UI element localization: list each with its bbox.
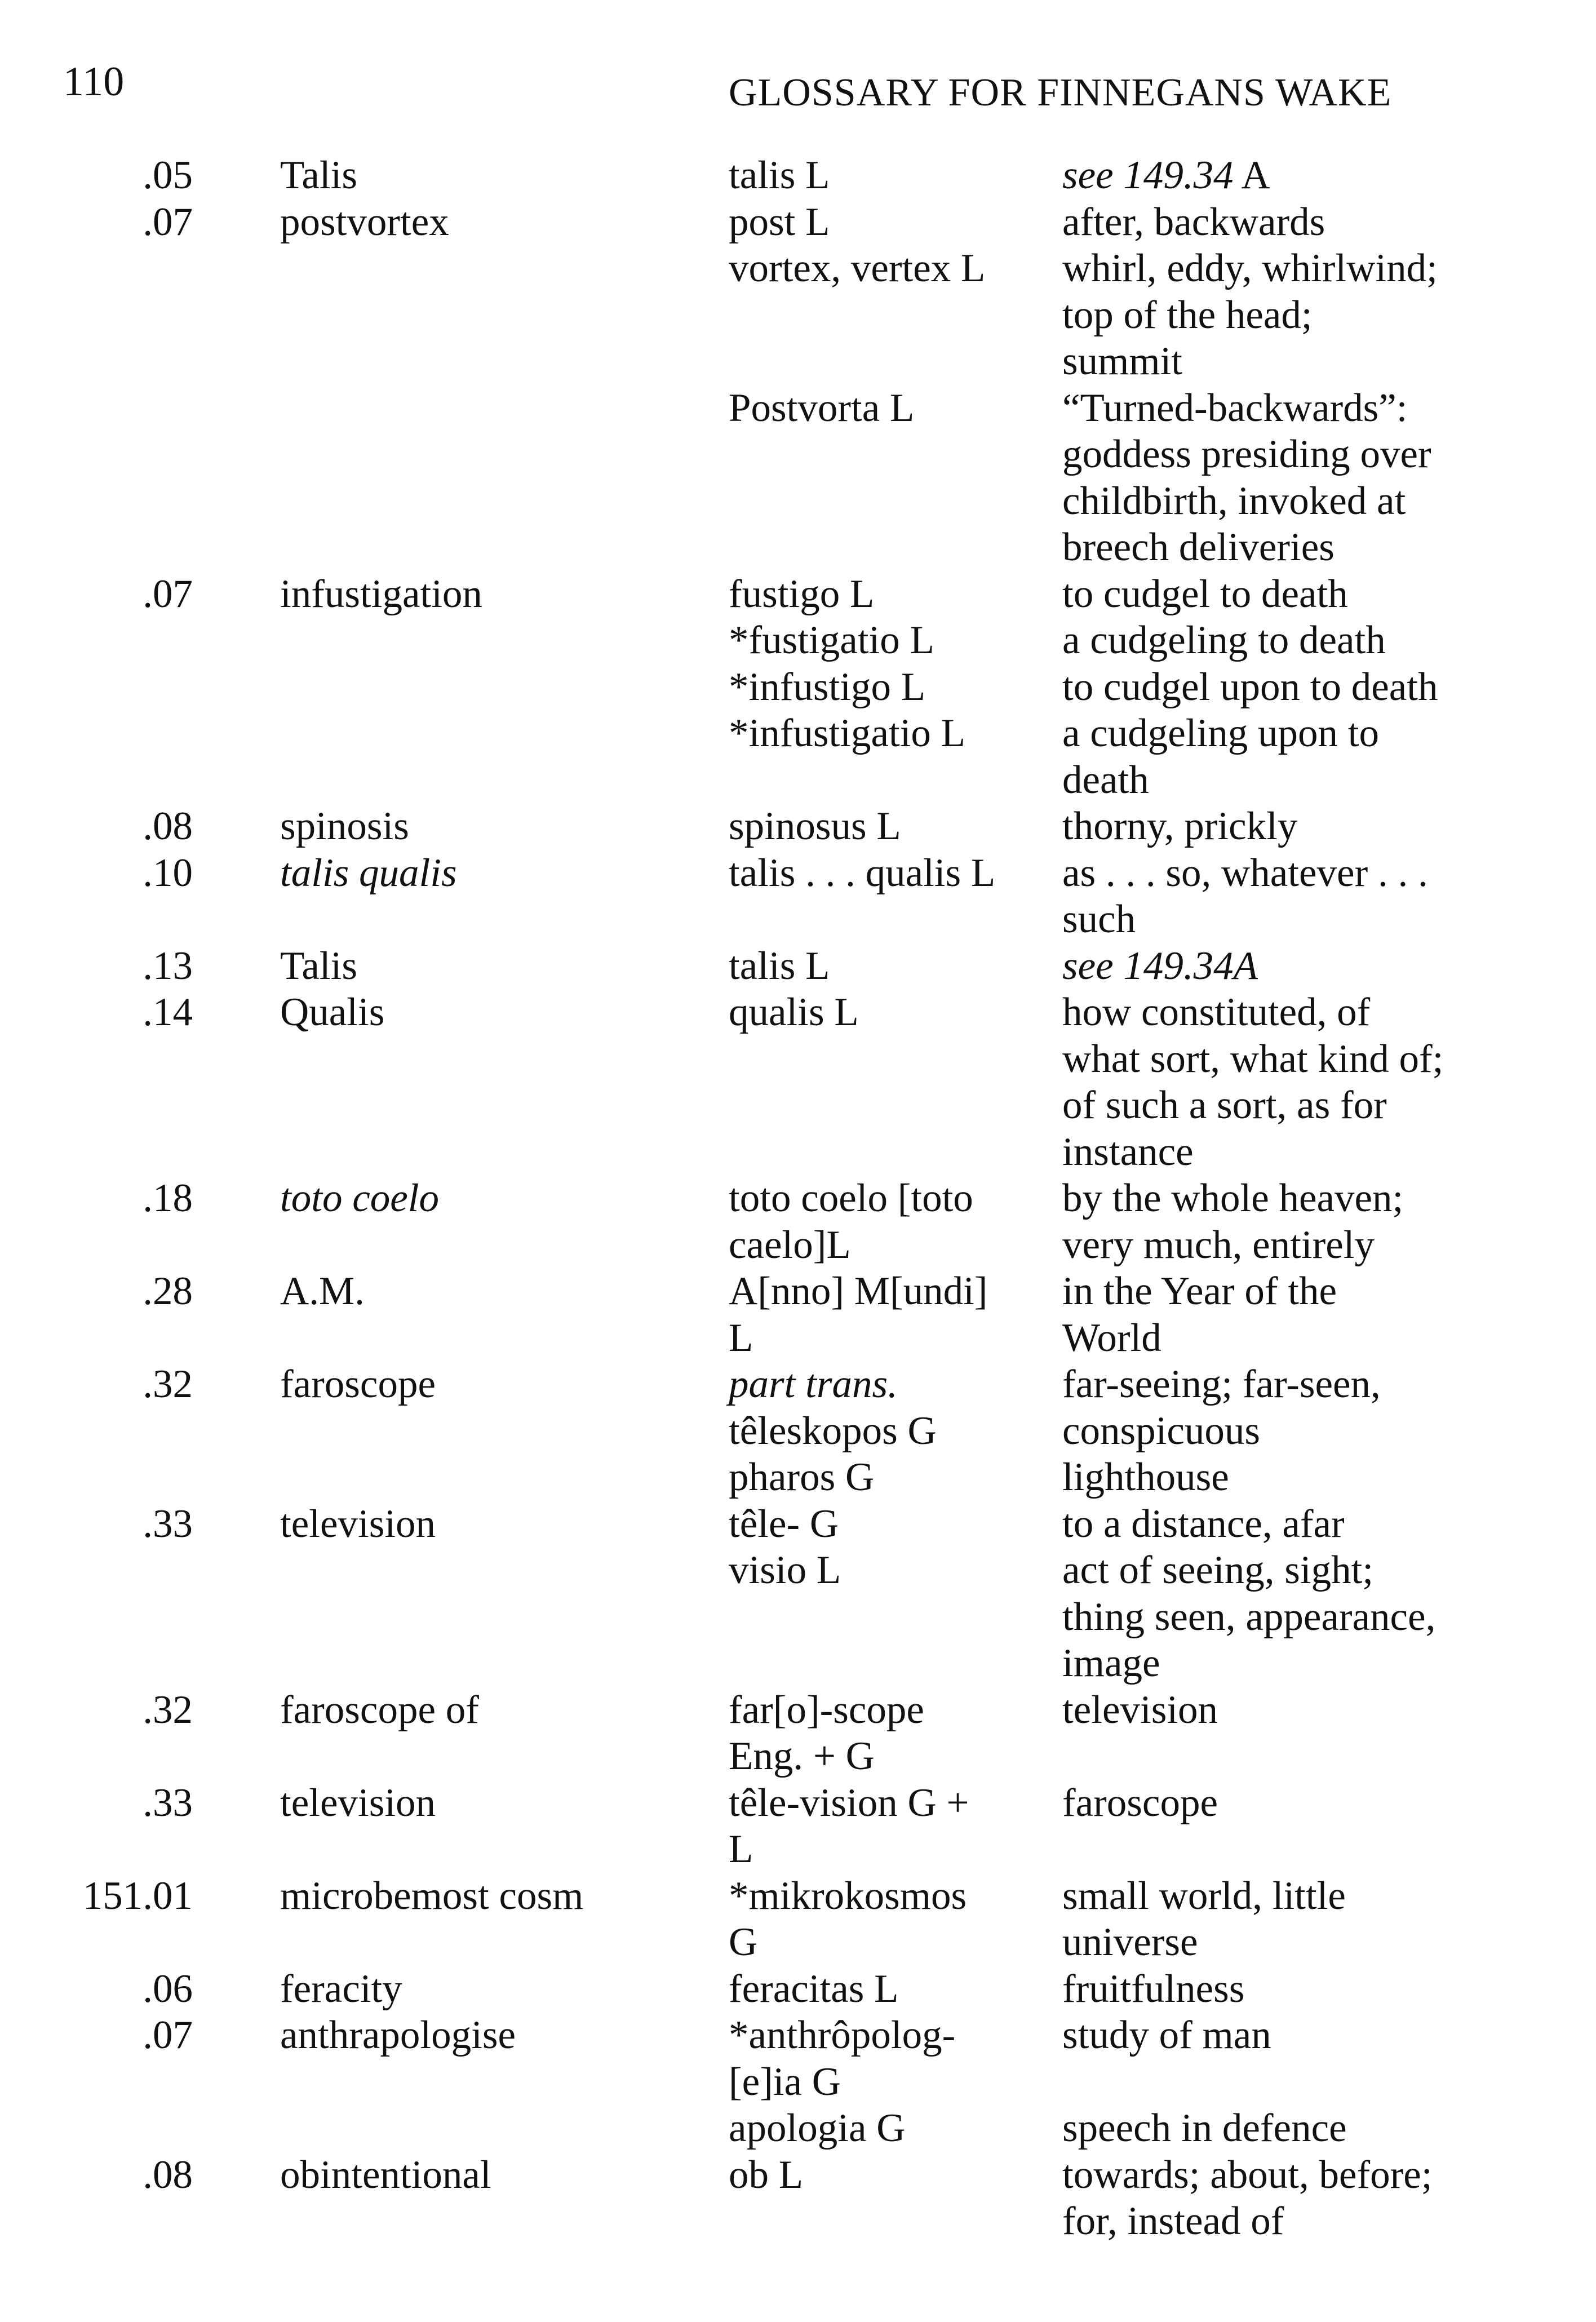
- entry-source: talis L: [729, 153, 830, 197]
- entry-gloss: [1062, 338, 1182, 385]
- entry-gloss: [1062, 1129, 1194, 1176]
- gloss-segment: instance: [1062, 1129, 1194, 1174]
- entry-source: far[o]-scope: [729, 1687, 924, 1732]
- gloss-segment: conspicuous: [1062, 1408, 1261, 1453]
- entry-word: faroscope of: [280, 1687, 479, 1732]
- entry-word: feracity: [280, 1966, 402, 2011]
- glossary-entry: [0, 803, 1596, 850]
- entry-line: [0, 199, 1596, 246]
- entry-line: [0, 803, 1596, 850]
- entry-word: infustigation: [280, 571, 482, 616]
- entry-line: [0, 1315, 1596, 1362]
- entry-gloss: [1062, 431, 1431, 478]
- page-number: 110: [63, 59, 125, 105]
- entry-reference: .07: [143, 200, 193, 244]
- entry-source: talis . . . qualis L: [729, 850, 996, 895]
- entry-gloss: [1062, 1966, 1244, 2013]
- entry-line: [0, 1966, 1596, 2013]
- entry-source: [e]ia G: [729, 2059, 841, 2104]
- entry-line: [0, 1408, 1596, 1455]
- glossary-entry: [0, 152, 1596, 199]
- entry-reference: .08: [143, 804, 193, 848]
- entry-line: [0, 245, 1596, 292]
- entry-source: qualis L: [729, 990, 859, 1034]
- entry-source: talis L: [729, 943, 830, 988]
- gloss-segment: such: [1062, 897, 1136, 941]
- entry-source: apologia G: [729, 2106, 906, 2150]
- gloss-segment: a cudgeling upon to: [1062, 711, 1379, 755]
- entry-source: têle-vision G +: [729, 1780, 969, 1825]
- gloss-segment: a cudgeling to death: [1062, 618, 1386, 662]
- entry-reference: .07: [143, 2013, 193, 2057]
- entry-gloss: [1062, 1361, 1381, 1408]
- entry-gloss: [1062, 1640, 1160, 1687]
- entry-gloss: [1062, 1873, 1346, 1920]
- entry-source: têle- G: [729, 1501, 839, 1546]
- entry-gloss: [1062, 2012, 1271, 2059]
- gloss-segment: to cudgel to death: [1062, 571, 1348, 616]
- entry-gloss: [1062, 1454, 1229, 1501]
- entry-gloss: [1062, 710, 1379, 757]
- gloss-segment: small world, little: [1062, 1873, 1346, 1918]
- entry-reference: .33: [143, 1780, 193, 1825]
- entry-source: feracitas L: [729, 1966, 899, 2011]
- entry-gloss: [1062, 1501, 1345, 1548]
- entry-line: [0, 1501, 1596, 1548]
- entry-gloss: [1062, 1268, 1337, 1315]
- entry-source: *mikrokosmos: [729, 1873, 967, 1918]
- entry-word: spinosis: [280, 804, 409, 848]
- entry-gloss: [1062, 571, 1348, 618]
- entry-gloss: [1062, 617, 1386, 664]
- entry-line: [0, 943, 1596, 990]
- entry-line: [0, 385, 1596, 432]
- entry-line: [0, 1361, 1596, 1408]
- gloss-segment: to a distance, afar: [1062, 1501, 1345, 1546]
- entry-word: microbemost cosm: [280, 1873, 584, 1918]
- entry-reference: .18: [143, 1176, 193, 1220]
- entry-line: [0, 1640, 1596, 1687]
- gloss-segment: thing seen, appearance,: [1062, 1594, 1436, 1639]
- entry-source: A[nno] M[undi]: [729, 1269, 988, 1313]
- entry-source: ob L: [729, 2152, 804, 2197]
- entry-gloss: [1062, 757, 1149, 804]
- entry-word: television: [280, 1501, 436, 1546]
- entry-line: [0, 850, 1596, 897]
- entry-reference: .14: [143, 990, 193, 1034]
- entry-gloss: [1062, 2152, 1433, 2199]
- entry-line: [0, 2152, 1596, 2199]
- glossary-entry: [0, 1687, 1596, 1780]
- entry-source: *fustigatio L: [729, 618, 934, 662]
- entry-word: television: [280, 1780, 436, 1825]
- gloss-segment: see 149.34A: [1062, 943, 1258, 988]
- entry-word: obintentional: [280, 2152, 491, 2197]
- entry-reference: .33: [143, 1501, 193, 1546]
- entry-line: [0, 431, 1596, 478]
- entry-source: visio L: [729, 1548, 841, 1592]
- glossary-entry: [0, 1873, 1596, 1966]
- entry-source: têleskopos G: [729, 1408, 937, 1453]
- glossary-entries: [0, 152, 1596, 2245]
- entry-word: talis qualis: [280, 850, 457, 895]
- entry-line: [0, 1082, 1596, 1129]
- entry-line: [0, 1129, 1596, 1176]
- gloss-segment: after, backwards: [1062, 200, 1325, 244]
- gloss-segment: to cudgel upon to death: [1062, 664, 1438, 709]
- gloss-segment: “Turned-backwards”:: [1062, 385, 1408, 430]
- entry-source: spinosus L: [729, 804, 901, 848]
- entry-source: *infustigatio L: [729, 711, 966, 755]
- entry-line: [0, 1222, 1596, 1269]
- entry-line: [0, 1733, 1596, 1780]
- entry-line: [0, 1826, 1596, 1873]
- gloss-segment: as . . . so, whatever . . .: [1062, 850, 1428, 895]
- glossary-entry: [0, 1175, 1596, 1268]
- gloss-segment: speech in defence: [1062, 2106, 1347, 2150]
- entry-line: [0, 1687, 1596, 1734]
- entry-line: [0, 989, 1596, 1036]
- entry-source: part trans.: [729, 1362, 898, 1406]
- gloss-segment: World: [1062, 1315, 1161, 1360]
- entry-gloss: [1062, 1919, 1198, 1966]
- entry-gloss: [1062, 1082, 1387, 1129]
- gloss-segment: thorny, prickly: [1062, 804, 1298, 848]
- gloss-segment: breech deliveries: [1062, 525, 1335, 569]
- entry-reference: .08: [143, 2152, 193, 2197]
- entry-source: *infustigo L: [729, 664, 926, 709]
- entry-line: [0, 1780, 1596, 1827]
- entry-gloss: [1062, 385, 1408, 432]
- entry-reference: 151.01: [82, 1873, 193, 1918]
- glossary-entry: [0, 943, 1596, 990]
- entry-line: [0, 1873, 1596, 1920]
- entry-line: [0, 2198, 1596, 2245]
- entry-line: [0, 1036, 1596, 1083]
- entry-line: [0, 478, 1596, 525]
- entry-gloss: [1062, 1222, 1375, 1269]
- entry-line: [0, 2012, 1596, 2059]
- entry-line: [0, 1594, 1596, 1641]
- entry-reference: .06: [143, 1966, 193, 2011]
- entry-source: Eng. + G: [729, 1734, 875, 1778]
- entry-source: caelo]L: [729, 1222, 851, 1267]
- gloss-segment: very much, entirely: [1062, 1222, 1375, 1267]
- entry-gloss: [1062, 2198, 1284, 2245]
- entry-line: [0, 1919, 1596, 1966]
- entry-gloss: [1062, 1594, 1435, 1641]
- entry-gloss: [1062, 1408, 1260, 1455]
- entry-line: [0, 1268, 1596, 1315]
- entry-gloss: [1062, 152, 1270, 199]
- glossary-entry: [0, 1780, 1596, 1873]
- entry-source: toto coelo [toto: [729, 1176, 973, 1220]
- entry-reference: .28: [143, 1269, 193, 1313]
- gloss-segment: far-seeing; far-seen,: [1062, 1362, 1381, 1406]
- entry-line: [0, 757, 1596, 804]
- entry-line: [0, 1454, 1596, 1501]
- entry-reference: .32: [143, 1687, 193, 1732]
- running-head: GLOSSARY FOR FINNEGANS WAKE: [729, 71, 1392, 114]
- entry-gloss: [1062, 1547, 1373, 1594]
- gloss-segment: top of the head;: [1062, 293, 1313, 337]
- gloss-segment: lighthouse: [1062, 1455, 1229, 1499]
- entry-gloss: [1062, 478, 1406, 525]
- entry-source: L: [729, 1315, 753, 1360]
- gloss-segment: television: [1062, 1687, 1218, 1732]
- gloss-segment: of such a sort, as for: [1062, 1083, 1387, 1127]
- entry-gloss: [1062, 1780, 1218, 1827]
- glossary-entry: [0, 1966, 1596, 2013]
- glossary-entry: [0, 1268, 1596, 1361]
- entry-source: fustigo L: [729, 571, 875, 616]
- entry-line: [0, 1175, 1596, 1222]
- entry-source: vortex, vertex L: [729, 246, 986, 290]
- entry-reference: .13: [143, 943, 193, 988]
- entry-gloss: [1062, 896, 1136, 943]
- gloss-segment: study of man: [1062, 2013, 1271, 2057]
- entry-reference: .07: [143, 571, 193, 616]
- gloss-segment: how constituted, of: [1062, 990, 1371, 1034]
- entry-reference: .10: [143, 850, 193, 895]
- entry-gloss: [1062, 245, 1438, 292]
- gloss-segment: universe: [1062, 1920, 1198, 1964]
- entry-source: G: [729, 1920, 758, 1964]
- entry-word: Talis: [280, 153, 358, 197]
- glossary-entry: [0, 850, 1596, 943]
- glossary-entry: [0, 1501, 1596, 1687]
- gloss-segment: death: [1062, 757, 1149, 802]
- gloss-segment: image: [1062, 1641, 1160, 1685]
- gloss-segment: A: [1233, 153, 1270, 197]
- entry-gloss: [1062, 1175, 1403, 1222]
- gloss-segment: what sort, what kind of;: [1062, 1036, 1444, 1081]
- gloss-segment: faroscope: [1062, 1780, 1218, 1825]
- entry-gloss: [1062, 803, 1297, 850]
- entry-source: L: [729, 1827, 753, 1871]
- entry-line: [0, 1547, 1596, 1594]
- entry-gloss: [1062, 1315, 1161, 1362]
- entry-word: Qualis: [280, 990, 385, 1034]
- entry-line: [0, 338, 1596, 385]
- gloss-segment: by the whole heaven;: [1062, 1176, 1404, 1220]
- entry-line: [0, 664, 1596, 711]
- entry-gloss: [1062, 2105, 1347, 2152]
- gloss-segment: in the Year of the: [1062, 1269, 1337, 1313]
- gloss-segment: see 149.34: [1062, 153, 1234, 197]
- entry-source: Postvorta L: [729, 385, 915, 430]
- entry-line: [0, 152, 1596, 199]
- entry-source: pharos G: [729, 1455, 875, 1499]
- entry-gloss: [1062, 664, 1438, 711]
- gloss-segment: act of seeing, sight;: [1062, 1548, 1374, 1592]
- entry-gloss: [1062, 199, 1325, 246]
- gloss-segment: summit: [1062, 339, 1183, 383]
- glossary-entry: [0, 989, 1596, 1175]
- entry-word: Talis: [280, 943, 358, 988]
- gloss-segment: fruitfulness: [1062, 1966, 1245, 2011]
- entry-line: [0, 571, 1596, 618]
- entry-line: [0, 896, 1596, 943]
- entry-reference: .32: [143, 1362, 193, 1406]
- glossary-entry: [0, 571, 1596, 804]
- entry-line: [0, 2105, 1596, 2152]
- entry-word: anthrapologise: [280, 2013, 516, 2057]
- gloss-segment: childbirth, invoked at: [1062, 478, 1406, 523]
- entry-gloss: [1062, 943, 1258, 990]
- entry-reference: .05: [143, 153, 193, 197]
- entry-word: A.M.: [280, 1269, 365, 1313]
- entry-gloss: [1062, 989, 1370, 1036]
- entry-gloss: [1062, 850, 1428, 897]
- entry-word: toto coelo: [280, 1176, 439, 1220]
- glossary-entry: [0, 199, 1596, 571]
- entry-word: postvortex: [280, 200, 449, 244]
- entry-line: [0, 2059, 1596, 2106]
- glossary-entry: [0, 2012, 1596, 2152]
- gloss-segment: whirl, eddy, whirlwind;: [1062, 246, 1438, 290]
- entry-gloss: [1062, 1687, 1218, 1734]
- gloss-segment: for, instead of: [1062, 2199, 1284, 2243]
- glossary-entry: [0, 2152, 1596, 2245]
- entry-source: *anthrôpolog-: [729, 2013, 956, 2057]
- gloss-segment: goddess presiding over: [1062, 432, 1431, 476]
- entry-gloss: [1062, 292, 1313, 339]
- entry-gloss: [1062, 1036, 1443, 1083]
- entry-line: [0, 292, 1596, 339]
- gloss-segment: towards; about, before;: [1062, 2152, 1433, 2197]
- entry-word: faroscope: [280, 1362, 436, 1406]
- glossary-entry: [0, 1361, 1596, 1501]
- entry-line: [0, 710, 1596, 757]
- entry-gloss: [1062, 524, 1335, 571]
- entry-source: post L: [729, 200, 830, 244]
- entry-line: [0, 617, 1596, 664]
- entry-line: [0, 524, 1596, 571]
